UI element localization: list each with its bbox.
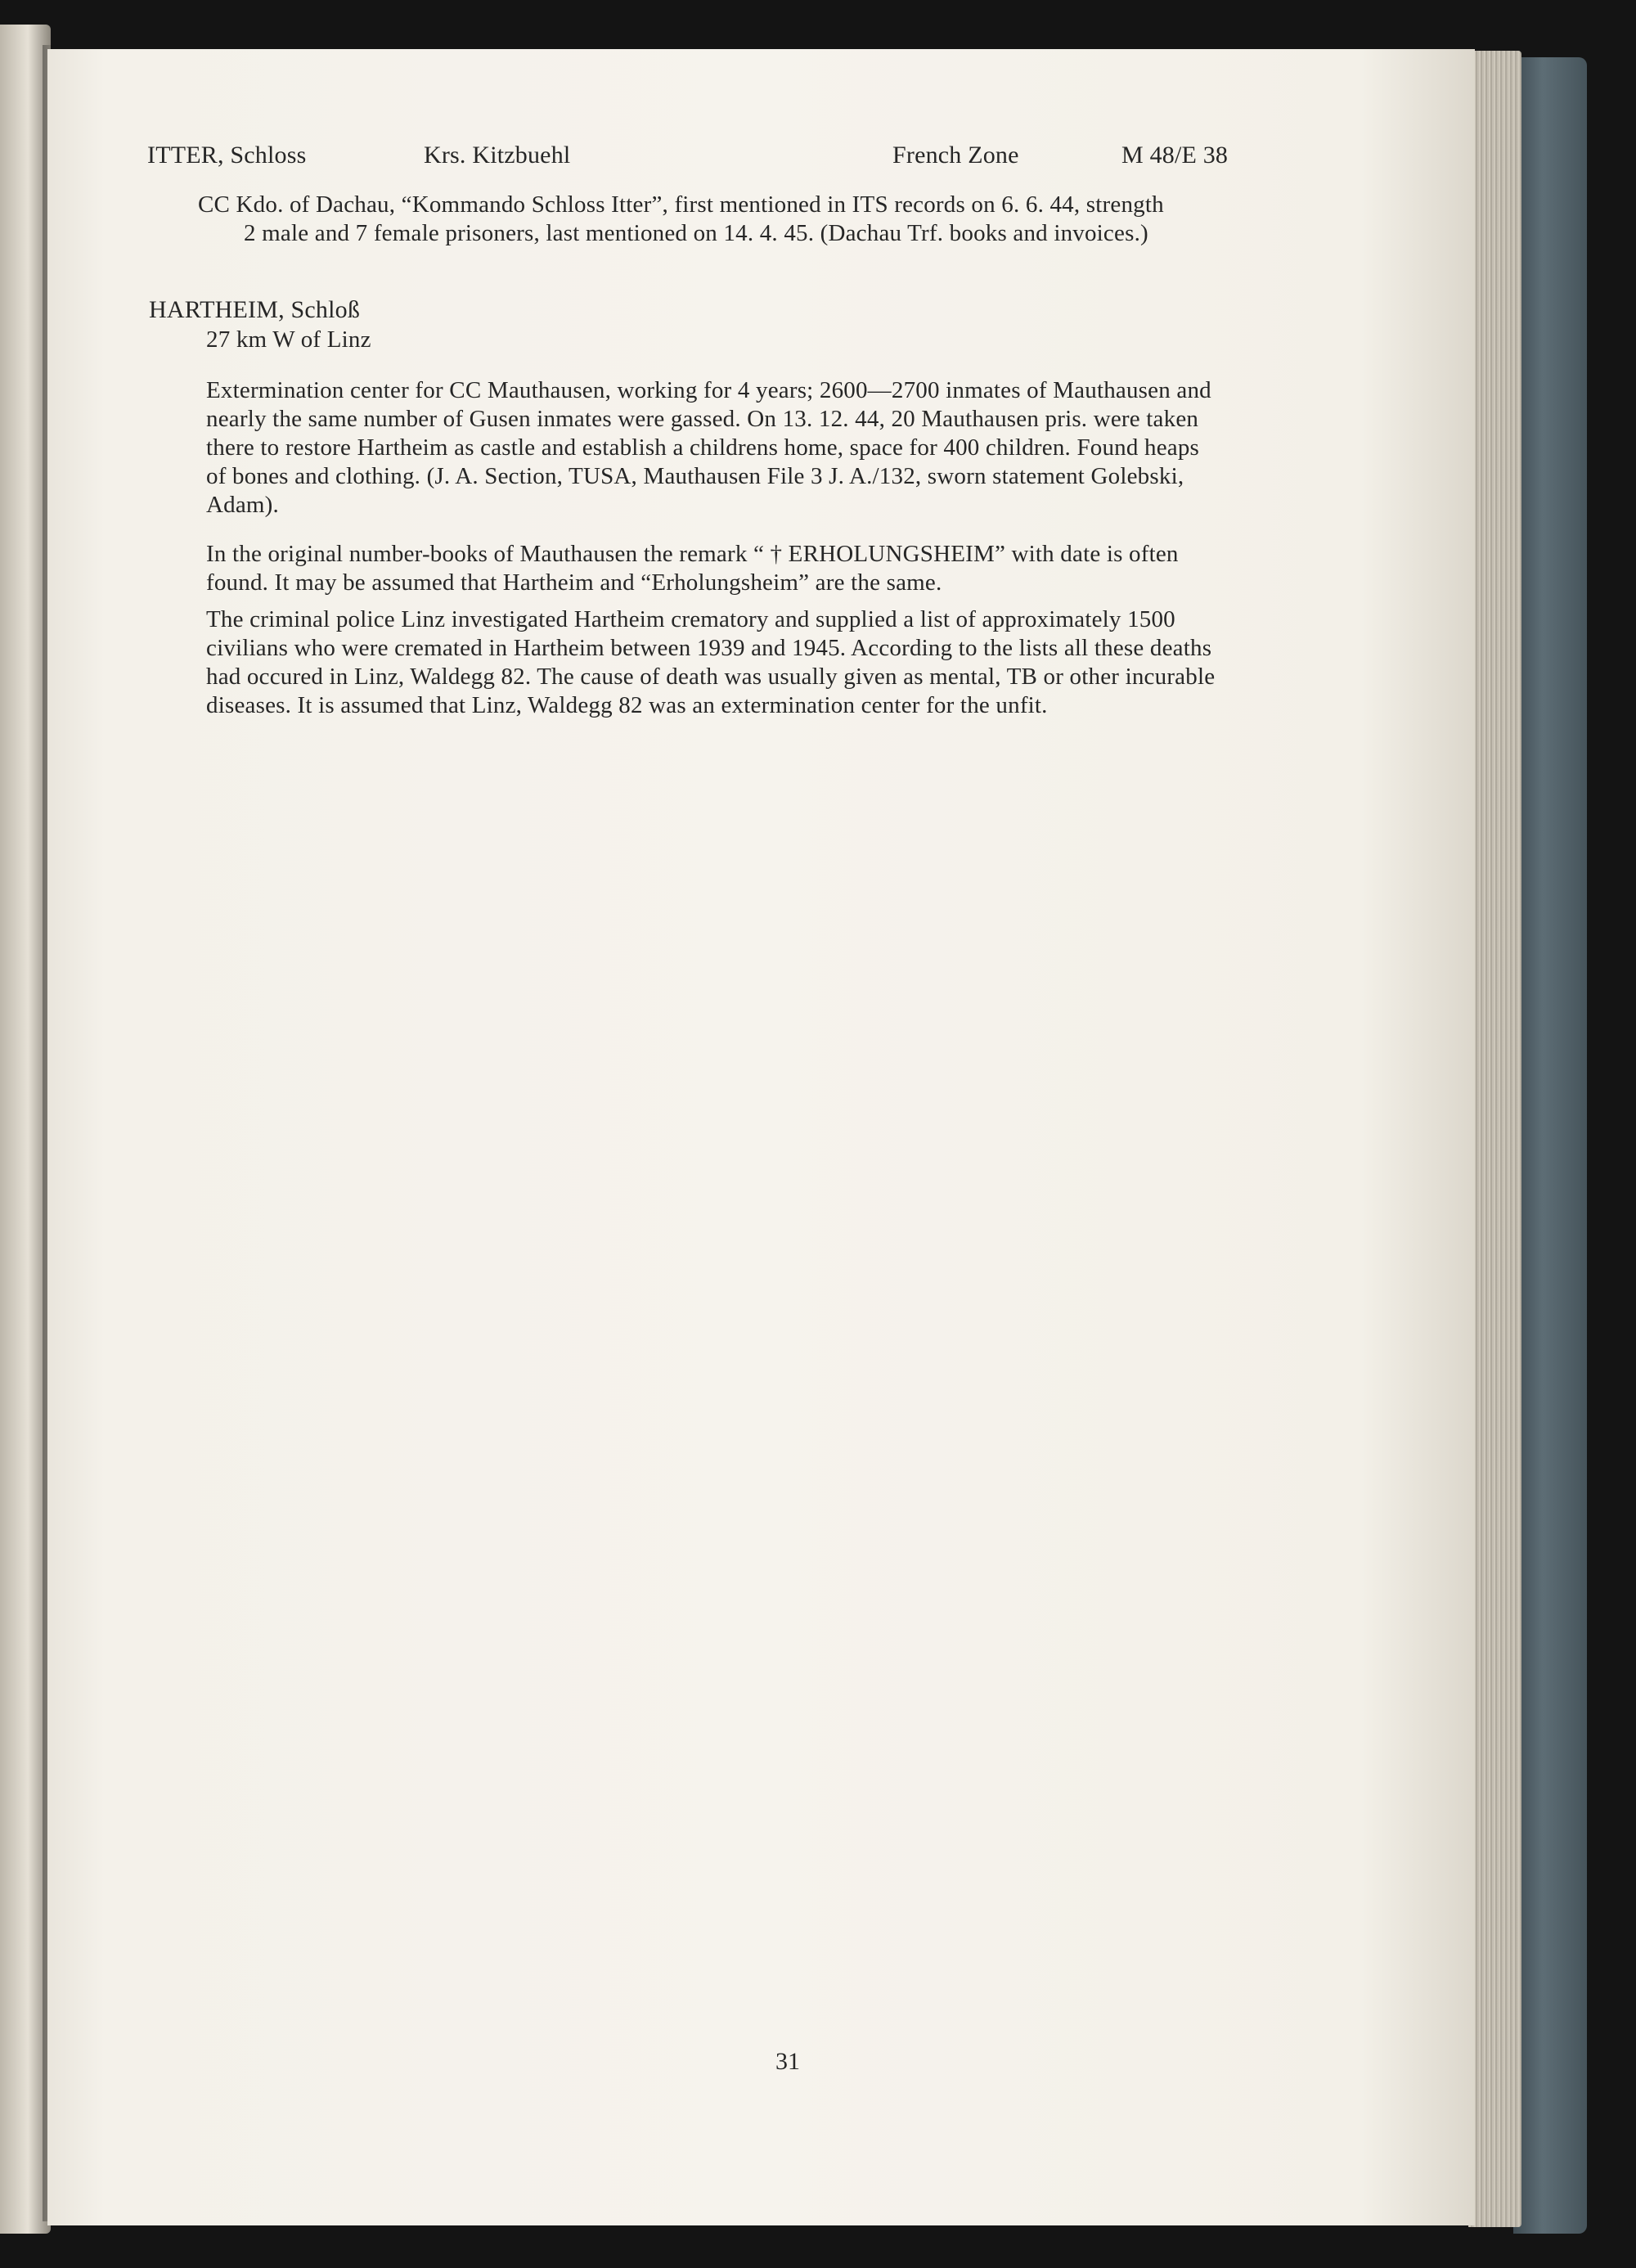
hartheim-p3-line-2: civilians who were cremated in Hartheim between 1939 and 1945. According to the lists all these deaths bbox=[206, 635, 1212, 661]
hartheim-p3-line-1: The criminal police Linz investigated Hartheim crematory and supplied a list of approximately 1500 bbox=[206, 606, 1175, 632]
hartheim-p3-line-3: had occured in Linz, Waldegg 82. The cause of death was usually given as mental, TB or other incurable bbox=[206, 664, 1216, 690]
entry-district-itter: Krs. Kitzbuehl bbox=[424, 142, 571, 169]
entry-mapref-itter: M 48/E 38 bbox=[1121, 142, 1229, 169]
hartheim-p2-line-1: In the original number-books of Mauthausen the remark “ † ERHOLUNGSHEIM” with date is often bbox=[206, 541, 1179, 567]
hartheim-p1-line-5: Adam). bbox=[206, 492, 279, 518]
entry-location-hartheim: 27 km W of Linz bbox=[206, 326, 371, 353]
page-block-edge bbox=[1468, 51, 1521, 2227]
hartheim-p2-line-2: found. It may be assumed that Hartheim and “Erholungsheim” are the same. bbox=[206, 569, 942, 596]
entry-zone-itter: French Zone bbox=[892, 142, 1019, 169]
itter-line-2: 2 male and 7 female prisoners, last mentioned on 14. 4. 45. (Dachau Trf. books and invoices.) bbox=[244, 220, 1148, 246]
hartheim-p1-line-1: Extermination center for CC Mauthausen, working for 4 years; 2600—2700 inmates of Mauthausen and bbox=[206, 377, 1211, 403]
page-number: 31 bbox=[775, 2048, 800, 2075]
hartheim-p1-line-4: of bones and clothing. (J. A. Section, TUSA, Mauthausen File 3 J. A./132, sworn statement Golebski, bbox=[206, 463, 1184, 489]
hartheim-p1-line-2: nearly the same number of Gusen inmates were gassed. On 13. 12. 44, 20 Mauthausen pris. were taken bbox=[206, 406, 1199, 432]
entry-title-hartheim: HARTHEIM, Schloß bbox=[149, 296, 361, 323]
entry-title-itter: ITTER, Schloss bbox=[147, 142, 307, 169]
document-page bbox=[47, 49, 1475, 2225]
hartheim-p1-line-3: there to restore Hartheim as castle and establish a childrens home, space for 400 children. Found heaps bbox=[206, 434, 1200, 461]
hartheim-p3-line-4: diseases. It is assumed that Linz, Waldegg 82 was an extermination center for the unfit. bbox=[206, 692, 1048, 718]
book-cover-edge bbox=[1513, 57, 1587, 2234]
itter-line-1: CC Kdo. of Dachau, “Kommando Schloss Itter”, first mentioned in ITS records on 6. 6. 44, strength bbox=[198, 191, 1164, 218]
